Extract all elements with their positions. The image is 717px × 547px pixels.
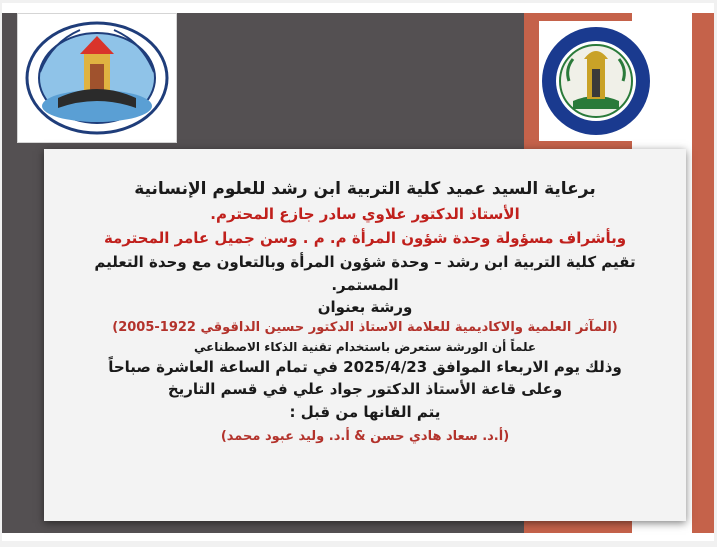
copper-edge-strip xyxy=(692,13,714,533)
venue-line: وعلى قاعة الأستاذ الدكتور جواد علي في قسم التاريخ xyxy=(167,380,563,398)
announcement-card xyxy=(44,149,686,521)
college-logo xyxy=(17,13,177,143)
university-logo xyxy=(539,21,654,141)
organizer-line-continued: المستمر. xyxy=(331,276,399,294)
ai-note: علماً أن الورشة ستعرض باستخدام تقنية الذكاء الاصطناعي xyxy=(193,340,537,354)
college-of-education-ibn-rushd-logo-icon xyxy=(18,14,176,142)
organizer-line: تقيم كلية التربية ابن رشد – وحدة شؤون المرأة وبالتعاون مع وحدة التعليم xyxy=(94,253,636,271)
supervisor-line: وبأشراف مسؤولة وحدة شؤون المرأة م. م . وسن جميل عامر المحترمة xyxy=(103,229,627,247)
date-time-line: وذلك يوم الاربعاء الموافق 2025/4/23 في تمام الساعة العاشرة صباحاً xyxy=(108,358,622,376)
workshop-heading: ورشة بعنوان xyxy=(317,298,413,316)
presenters-heading: يتم القانها من قبل : xyxy=(289,403,441,421)
dean-name-line: الأستاذ الدكتور علاوي سادر جازع المحترم. xyxy=(210,205,520,223)
workshop-title: (المآثر العلمية والاكاديمية للعلامة الاستاذ الدكتور حسين الداقوقي 1922-2005) xyxy=(112,320,618,335)
patronage-line: برعاية السيد عميد كلية التربية ابن رشد للعلوم الإنسانية xyxy=(134,179,596,199)
presenters-names: (أ.د. سعاد هادي حسن & أ.د. وليد عبود محمد) xyxy=(220,429,510,444)
slide-frame xyxy=(2,3,714,541)
university-of-baghdad-logo-icon xyxy=(539,21,654,141)
